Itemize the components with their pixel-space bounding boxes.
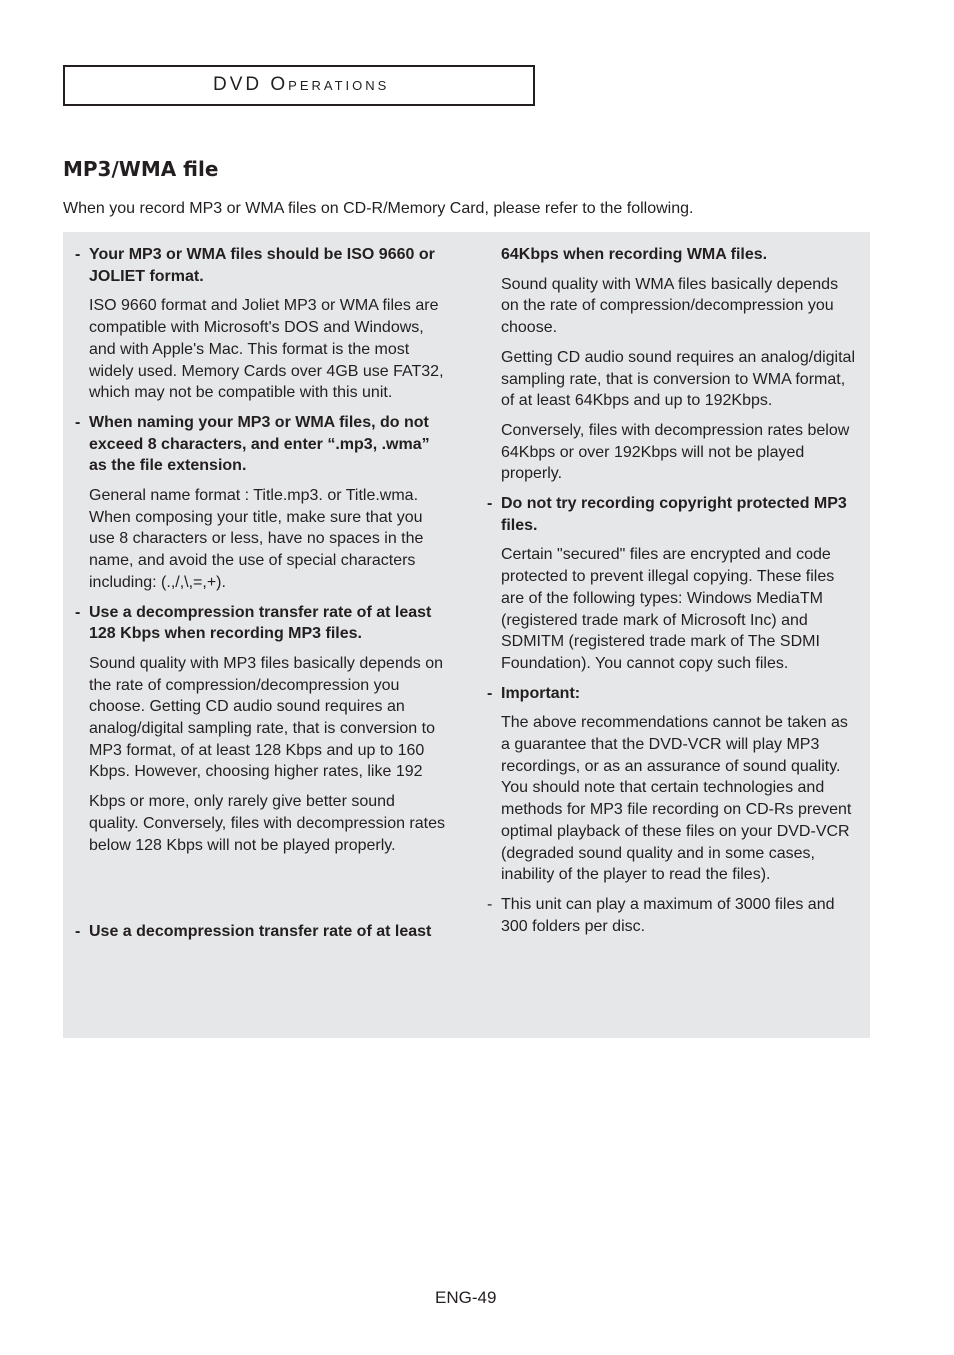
section-header-box: [63, 65, 535, 106]
mp3-rate-heading: [75, 602, 445, 645]
intro-text: When you record MP3 or WMA files on CD-R/Memory Card, please refer to the following.: [63, 200, 694, 217]
copyright-body: Certain "secured" files are encrypted and code protected to prevent illegal copying. These files are of the following types: Windows MediaTM (registered trade mark of Microsoft Inc) and SDMITM (registered trade mark of The SDMI Foundation). You cannot copy such files.: [501, 546, 835, 672]
page-number: ENG-49: [435, 1288, 497, 1307]
mp3-rate-body-1: Sound quality with MP3 files basically depends on the rate of compression/decompression you choose. Getting CD audio sound requires an analog/digital sampling rate, that is conversion to MP3 format, of at least 128 Kbps and up to 160 Kbps. However, choosing higher rates, like 192: [89, 654, 443, 781]
iso-format-heading: [75, 244, 445, 287]
iso-format-body: ISO 9660 format and Joliet MP3 or WMA files are compatible with Microsoft's DOS and Windows, and with Apple's Mac. This format is the most widely used. Memory Cards over 4GB use FAT32, which may not be compatible with this unit.: [89, 297, 444, 402]
copyright-heading: [487, 493, 859, 536]
naming-heading: [75, 412, 445, 477]
wma-rate-body-1: Sound quality with WMA files basically depends on the rate of compression/decompression you choose.: [501, 275, 839, 337]
important-body: The above recommendations cannot be taken as a guarantee that the DVD-VCR will play MP3 recordings, or as an assurance of sound quality. You should note that certain technologies and methods for MP3 file recording on CD-Rs prevent optimal playback of these files on your DVD-VCR (degraded sound quality and in some cases, inability of the player to read the files).: [501, 714, 852, 884]
copyright-heading-text: Do not try recording copyright protected MP3 files.: [501, 495, 847, 534]
bullet-dash: -: [487, 684, 493, 702]
bullet-dash: -: [75, 603, 81, 621]
wma-rate-body-3: Conversely, files with decompression rates below 64Kbps or over 192Kbps will not be played properly.: [501, 421, 850, 483]
capacity-note: [487, 894, 859, 937]
naming-heading-text: When naming your MP3 or WMA files, do not exceed 8 characters, and enter “.mp3, .wma” as the file extension.: [89, 413, 430, 475]
page-title: MP3/WMA file: [63, 157, 219, 181]
bullet-dash: -: [75, 246, 81, 263]
important-heading-text: Important:: [501, 684, 581, 702]
wma-rate-heading-text: Use a decompression transfer rate of at least: [89, 923, 432, 941]
bullet-dash: -: [487, 895, 493, 913]
bullet-dash: -: [75, 413, 81, 431]
wma-rate-heading: [75, 921, 445, 943]
iso-format-heading-text: Your MP3 or WMA files should be ISO 9660 or JOLIET format.: [89, 246, 435, 285]
section-header-label: DVD Operations: [213, 74, 390, 95]
column-gap: [75, 864, 445, 921]
left-column: [75, 244, 445, 951]
naming-body: General name format : Title.mp3. or Title.wma. When composing your title, make sure that you use 8 characters or less, have no spaces in the name, and avoid the use of special characters including: (.,/,\,=,+).: [89, 487, 424, 591]
capacity-note-text: This unit can play a maximum of 3000 files and 300 folders per disc.: [501, 895, 835, 935]
bullet-dash: -: [75, 923, 81, 941]
right-column: [487, 244, 859, 945]
wma-rate-heading-continued: 64Kbps when recording WMA files.: [501, 246, 768, 263]
notes-panel: [63, 232, 870, 1038]
wma-rate-body-2: Getting CD audio sound requires an analog/digital sampling rate, that is conversion to WMA format, of at least 64Kbps and up to 192Kbps.: [501, 348, 856, 410]
important-heading: [487, 683, 859, 705]
mp3-rate-heading-text: Use a decompression transfer rate of at least 128 Kbps when recording MP3 files.: [89, 603, 432, 643]
mp3-rate-body-2: Kbps or more, only rarely give better sound quality. Conversely, files with decompression rates below 128 Kbps will not be played properly.: [89, 793, 445, 854]
bullet-dash: -: [487, 495, 493, 513]
